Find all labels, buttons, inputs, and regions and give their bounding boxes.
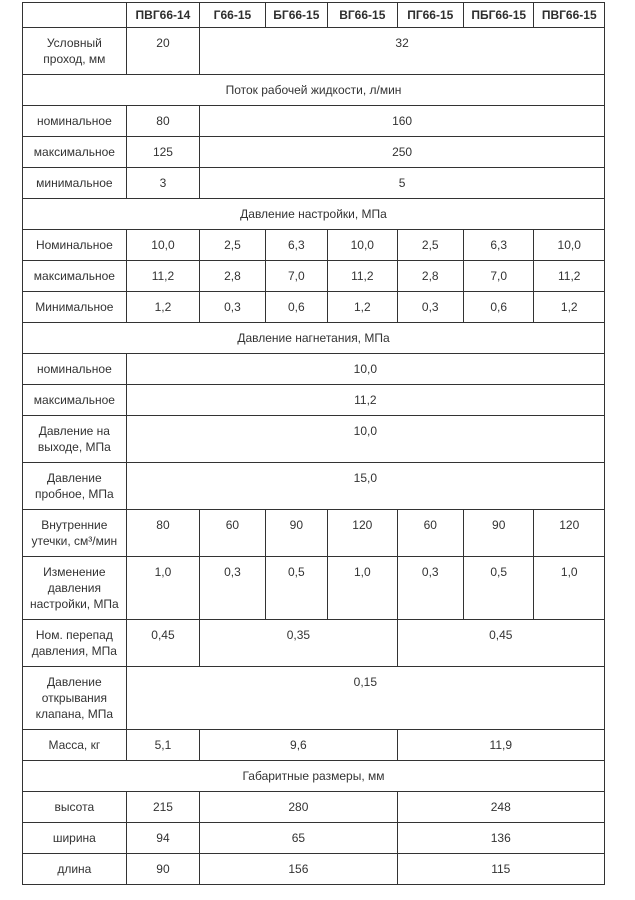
- column-header: БГ66-15: [265, 3, 327, 28]
- value-cell: 248: [397, 792, 604, 823]
- value-cell: 115: [397, 854, 604, 885]
- value-cell: 1,2: [126, 292, 200, 323]
- value-cell: 7,0: [265, 261, 327, 292]
- row-label: максимальное: [23, 137, 127, 168]
- value-cell: 15,0: [126, 463, 604, 510]
- table-row: [23, 106, 605, 137]
- value-cell: 6,3: [265, 230, 327, 261]
- row-label: Условный проход, мм: [23, 28, 127, 75]
- value-cell: 120: [328, 510, 397, 557]
- value-cell: 94: [126, 823, 200, 854]
- value-cell: 125: [126, 137, 200, 168]
- table-row: [23, 620, 605, 667]
- value-cell: 1,0: [328, 557, 397, 620]
- table-row: [23, 854, 605, 885]
- section-row: [23, 199, 605, 230]
- row-label: максимальное: [23, 261, 127, 292]
- value-cell: 160: [200, 106, 605, 137]
- column-header: ПВГ66-14: [126, 3, 200, 28]
- value-cell: 11,2: [328, 261, 397, 292]
- section-row: [23, 75, 605, 106]
- section-header: Габаритные размеры, мм: [23, 761, 605, 792]
- value-cell: 60: [200, 510, 265, 557]
- column-header: ПБГ66-15: [463, 3, 533, 28]
- value-cell: 0,3: [397, 557, 463, 620]
- value-cell: 90: [265, 510, 327, 557]
- value-cell: 0,45: [126, 620, 200, 667]
- value-cell: 10,0: [126, 354, 604, 385]
- row-label: минимальное: [23, 168, 127, 199]
- value-cell: 156: [200, 854, 397, 885]
- value-cell: 11,2: [126, 385, 604, 416]
- value-cell: 10,0: [126, 230, 200, 261]
- row-label: Номинальное: [23, 230, 127, 261]
- table-row: [23, 667, 605, 730]
- value-cell: 9,6: [200, 730, 397, 761]
- table-row: [23, 557, 605, 620]
- value-cell: 3: [126, 168, 200, 199]
- value-cell: 280: [200, 792, 397, 823]
- value-cell: 2,5: [200, 230, 265, 261]
- header-row: [23, 3, 605, 28]
- value-cell: 10,0: [126, 416, 604, 463]
- value-cell: 6,3: [463, 230, 533, 261]
- row-label: Минимальное: [23, 292, 127, 323]
- value-cell: 1,2: [328, 292, 397, 323]
- value-cell: 0,3: [200, 557, 265, 620]
- section-header: Давление нагнетания, МПа: [23, 323, 605, 354]
- row-label: номинальное: [23, 106, 127, 137]
- table-row: [23, 230, 605, 261]
- value-cell: 2,8: [397, 261, 463, 292]
- table-row: [23, 463, 605, 510]
- value-cell: 60: [397, 510, 463, 557]
- value-cell: 80: [126, 510, 200, 557]
- specs-table-body: [23, 3, 605, 885]
- value-cell: 0,6: [265, 292, 327, 323]
- row-label: Ном. перепад давления, МПа: [23, 620, 127, 667]
- value-cell: 136: [397, 823, 604, 854]
- table-row: [23, 137, 605, 168]
- value-cell: 11,9: [397, 730, 604, 761]
- section-header: Давление настройки, МПа: [23, 199, 605, 230]
- value-cell: 11,2: [126, 261, 200, 292]
- value-cell: 11,2: [534, 261, 605, 292]
- section-row: [23, 323, 605, 354]
- specs-table: [22, 2, 605, 885]
- table-row: [23, 385, 605, 416]
- value-cell: 80: [126, 106, 200, 137]
- row-label: длина: [23, 854, 127, 885]
- value-cell: 5: [200, 168, 605, 199]
- row-label: Внутренние утечки, см³/мин: [23, 510, 127, 557]
- table-row: [23, 730, 605, 761]
- column-header: ПГ66-15: [397, 3, 463, 28]
- value-cell: 32: [200, 28, 605, 75]
- table-row: [23, 823, 605, 854]
- value-cell: 2,8: [200, 261, 265, 292]
- value-cell: 0,5: [265, 557, 327, 620]
- value-cell: 1,0: [126, 557, 200, 620]
- section-row: [23, 761, 605, 792]
- value-cell: 0,35: [200, 620, 397, 667]
- column-header: ПВГ66-15: [534, 3, 605, 28]
- table-row: [23, 792, 605, 823]
- value-cell: 215: [126, 792, 200, 823]
- value-cell: 0,3: [397, 292, 463, 323]
- value-cell: 90: [463, 510, 533, 557]
- value-cell: 2,5: [397, 230, 463, 261]
- table-row: [23, 416, 605, 463]
- value-cell: 0,3: [200, 292, 265, 323]
- corner-cell: [23, 3, 127, 28]
- row-label: Давление на выходе, МПа: [23, 416, 127, 463]
- section-header: Поток рабочей жидкости, л/мин: [23, 75, 605, 106]
- value-cell: 1,2: [534, 292, 605, 323]
- column-header: ВГ66-15: [328, 3, 397, 28]
- value-cell: 0,5: [463, 557, 533, 620]
- value-cell: 5,1: [126, 730, 200, 761]
- table-row: [23, 292, 605, 323]
- table-row: [23, 28, 605, 75]
- value-cell: 250: [200, 137, 605, 168]
- value-cell: 0,45: [397, 620, 604, 667]
- value-cell: 1,0: [534, 557, 605, 620]
- value-cell: 65: [200, 823, 397, 854]
- row-label: максимальное: [23, 385, 127, 416]
- value-cell: 0,15: [126, 667, 604, 730]
- row-label: Масса, кг: [23, 730, 127, 761]
- row-label: высота: [23, 792, 127, 823]
- column-header: Г66-15: [200, 3, 265, 28]
- row-label: номинальное: [23, 354, 127, 385]
- table-row: [23, 510, 605, 557]
- value-cell: 20: [126, 28, 200, 75]
- table-row: [23, 168, 605, 199]
- row-label: Изменение давления настройки, МПа: [23, 557, 127, 620]
- value-cell: 7,0: [463, 261, 533, 292]
- row-label: Давление пробное, МПа: [23, 463, 127, 510]
- value-cell: 120: [534, 510, 605, 557]
- value-cell: 0,6: [463, 292, 533, 323]
- row-label: Давление открывания клапана, МПа: [23, 667, 127, 730]
- value-cell: 10,0: [534, 230, 605, 261]
- value-cell: 90: [126, 854, 200, 885]
- value-cell: 10,0: [328, 230, 397, 261]
- table-row: [23, 261, 605, 292]
- row-label: ширина: [23, 823, 127, 854]
- table-row: [23, 354, 605, 385]
